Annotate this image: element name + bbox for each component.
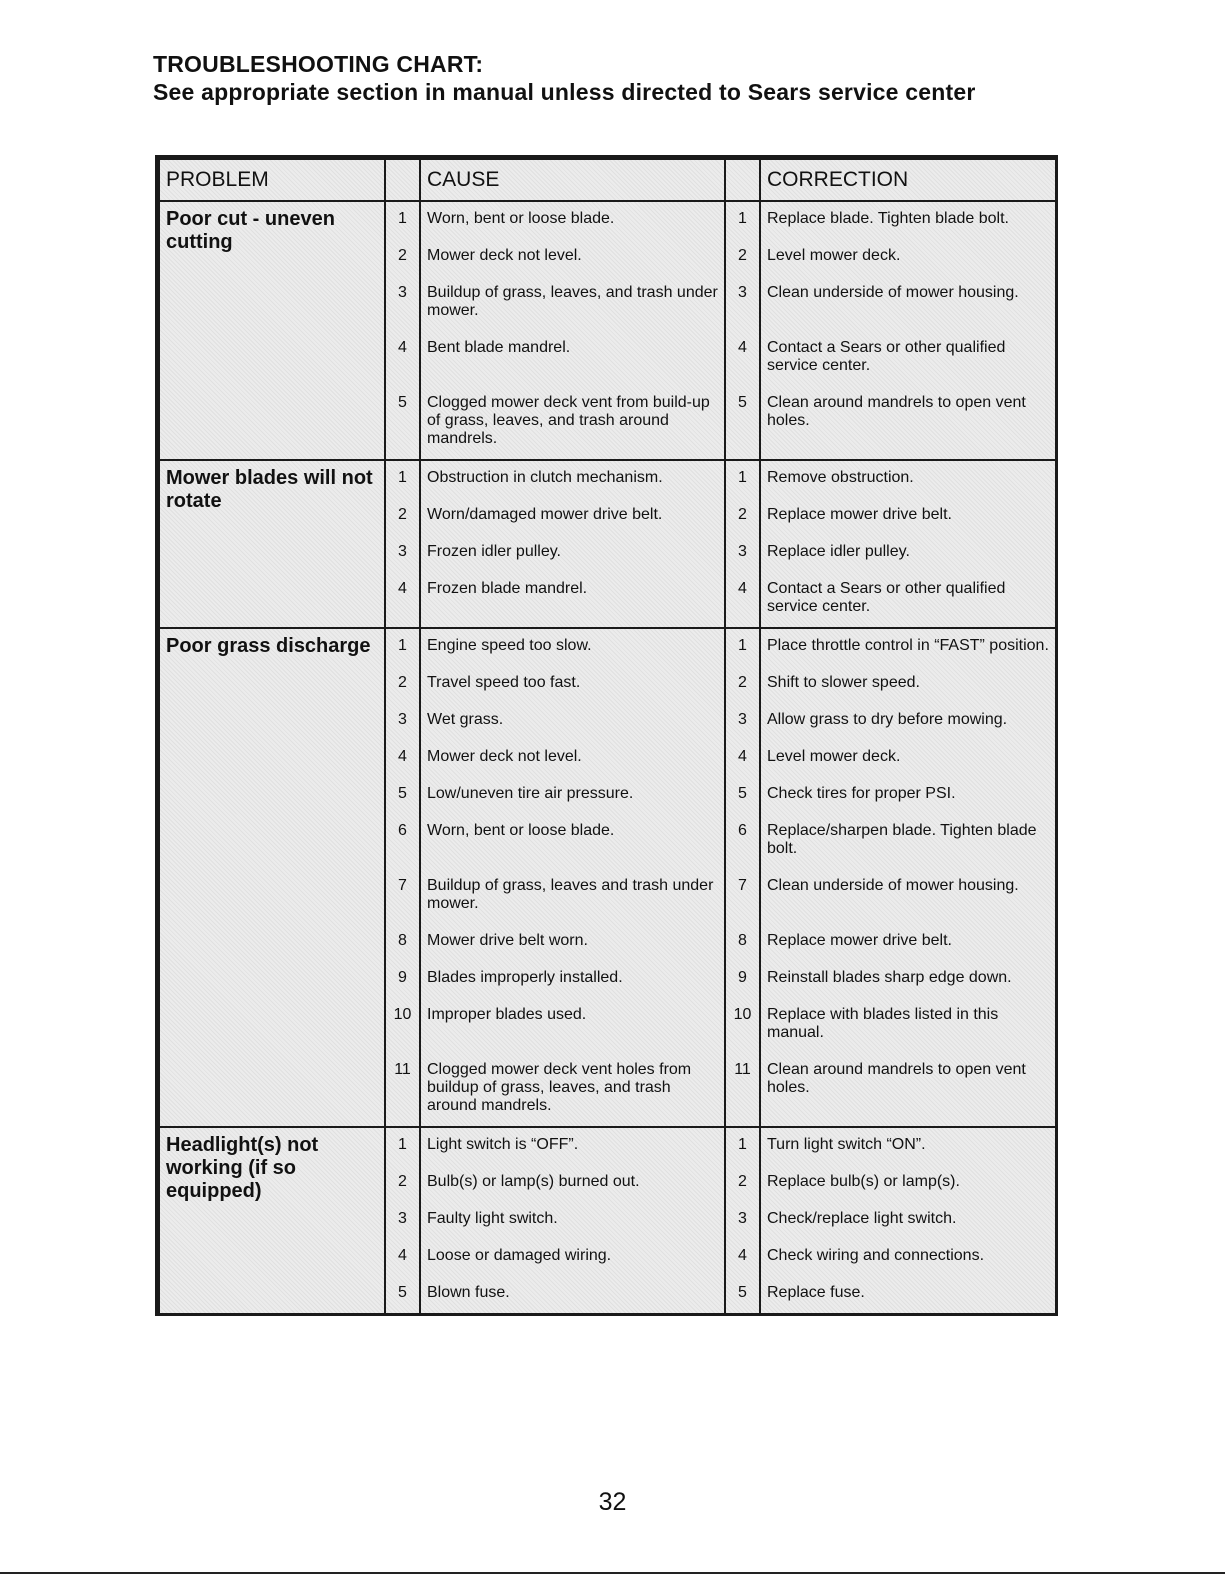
correction-number-cell: 8 xyxy=(725,924,760,961)
cause-cell: Worn, bent or loose blade. xyxy=(420,201,725,239)
correction-number-cell: 3 xyxy=(725,1202,760,1239)
page-heading xyxy=(153,50,975,106)
cause-number-cell: 3 xyxy=(385,276,420,331)
cause-number-cell: 2 xyxy=(385,666,420,703)
correction-number-cell: 5 xyxy=(725,1276,760,1313)
table-row xyxy=(159,201,1056,239)
cause-number-cell: 1 xyxy=(385,628,420,666)
cause-cell: Mower deck not level. xyxy=(420,239,725,276)
cause-number-cell: 4 xyxy=(385,1239,420,1276)
troubleshooting-table xyxy=(155,155,1058,1316)
cause-cell: Loose or damaged wiring. xyxy=(420,1239,725,1276)
problem-cell: Mower blades will not rotate xyxy=(159,460,385,628)
page-number: 32 xyxy=(598,1488,627,1516)
correction-number-cell: 6 xyxy=(725,814,760,869)
cause-number-cell: 4 xyxy=(385,331,420,386)
problem-cell: Poor cut - uneven cutting xyxy=(159,201,385,460)
correction-number-cell: 2 xyxy=(725,666,760,703)
correction-cell: Replace mower drive belt. xyxy=(760,924,1056,961)
cause-cell: Frozen blade mandrel. xyxy=(420,572,725,628)
cause-number-cell: 11 xyxy=(385,1053,420,1127)
cause-number-cell: 3 xyxy=(385,703,420,740)
correction-number-cell: 10 xyxy=(725,998,760,1053)
cause-number-cell: 7 xyxy=(385,869,420,924)
cause-cell: Clogged mower deck vent from build-up of grass, leaves, and trash around mandrels. xyxy=(420,386,725,460)
cause-cell: Obstruction in clutch mechanism. xyxy=(420,460,725,498)
correction-cell: Check wiring and connections. xyxy=(760,1239,1056,1276)
cause-cell: Wet grass. xyxy=(420,703,725,740)
correction-cell: Shift to slower speed. xyxy=(760,666,1056,703)
table-row xyxy=(159,628,1056,666)
cause-number-cell: 6 xyxy=(385,814,420,869)
correction-number-cell: 2 xyxy=(725,1165,760,1202)
correction-cell: Reinstall blades sharp edge down. xyxy=(760,961,1056,998)
problem-cell: Poor grass discharge xyxy=(159,628,385,1127)
correction-number-cell: 1 xyxy=(725,1127,760,1165)
cause-cell: Light switch is “OFF”. xyxy=(420,1127,725,1165)
cause-cell: Bulb(s) or lamp(s) burned out. xyxy=(420,1165,725,1202)
correction-cell: Clean underside of mower housing. xyxy=(760,276,1056,331)
correction-cell: Level mower deck. xyxy=(760,239,1056,276)
correction-number-cell: 1 xyxy=(725,201,760,239)
correction-number-cell: 2 xyxy=(725,498,760,535)
correction-number-cell: 5 xyxy=(725,777,760,814)
cause-cell: Clogged mower deck vent holes from buildup of grass, leaves, and trash around mandrels. xyxy=(420,1053,725,1127)
cause-number-cell: 2 xyxy=(385,239,420,276)
correction-cell: Replace blade. Tighten blade bolt. xyxy=(760,201,1056,239)
cause-number-cell: 5 xyxy=(385,1276,420,1313)
cause-header: CAUSE xyxy=(420,159,725,201)
correction-number-cell: 4 xyxy=(725,740,760,777)
correction-cell: Clean around mandrels to open vent holes. xyxy=(760,1053,1056,1127)
correction-header: CORRECTION xyxy=(760,159,1056,201)
problem-cell: Headlight(s) not working (if so equipped) xyxy=(159,1127,385,1313)
correction-number-cell: 4 xyxy=(725,572,760,628)
cause-number-cell: 2 xyxy=(385,498,420,535)
cause-cell: Buildup of grass, leaves and trash under mower. xyxy=(420,869,725,924)
correction-cell: Replace fuse. xyxy=(760,1276,1056,1313)
correction-number-cell: 9 xyxy=(725,961,760,998)
cause-cell: Worn/damaged mower drive belt. xyxy=(420,498,725,535)
cause-cell: Blown fuse. xyxy=(420,1276,725,1313)
cause-number-cell: 1 xyxy=(385,201,420,239)
table-body xyxy=(159,201,1056,1313)
correction-cell: Replace mower drive belt. xyxy=(760,498,1056,535)
cause-number-cell: 4 xyxy=(385,740,420,777)
correction-cell: Allow grass to dry before mowing. xyxy=(760,703,1056,740)
correction-cell: Place throttle control in “FAST” position. xyxy=(760,628,1056,666)
chart-title: TROUBLESHOOTING CHART: xyxy=(153,51,484,77)
correction-cell: Replace bulb(s) or lamp(s). xyxy=(760,1165,1056,1202)
cause-number-cell: 5 xyxy=(385,777,420,814)
correction-cell: Clean around mandrels to open vent holes. xyxy=(760,386,1056,460)
correction-number-header xyxy=(725,159,760,201)
correction-number-cell: 4 xyxy=(725,331,760,386)
cause-number-cell: 10 xyxy=(385,998,420,1053)
chart-subtitle: See appropriate section in manual unless directed to Sears service center xyxy=(153,79,976,105)
correction-number-cell: 11 xyxy=(725,1053,760,1127)
correction-cell: Clean underside of mower housing. xyxy=(760,869,1056,924)
correction-cell: Replace with blades listed in this manual. xyxy=(760,998,1056,1053)
cause-cell: Frozen idler pulley. xyxy=(420,535,725,572)
problem-header: PROBLEM xyxy=(159,159,385,201)
cause-number-cell: 1 xyxy=(385,460,420,498)
page-bottom-rule xyxy=(0,1572,1225,1574)
cause-number-cell: 2 xyxy=(385,1165,420,1202)
correction-cell: Turn light switch “ON”. xyxy=(760,1127,1056,1165)
cause-cell: Travel speed too fast. xyxy=(420,666,725,703)
cause-number-header xyxy=(385,159,420,201)
correction-number-cell: 1 xyxy=(725,460,760,498)
cause-number-cell: 5 xyxy=(385,386,420,460)
cause-cell: Improper blades used. xyxy=(420,998,725,1053)
cause-cell: Mower drive belt worn. xyxy=(420,924,725,961)
correction-number-cell: 4 xyxy=(725,1239,760,1276)
cause-number-cell: 8 xyxy=(385,924,420,961)
cause-cell: Faulty light switch. xyxy=(420,1202,725,1239)
correction-cell: Replace idler pulley. xyxy=(760,535,1056,572)
cause-cell: Engine speed too slow. xyxy=(420,628,725,666)
cause-number-cell: 9 xyxy=(385,961,420,998)
table-row xyxy=(159,460,1056,498)
table-row xyxy=(159,1127,1056,1165)
cause-cell: Bent blade mandrel. xyxy=(420,331,725,386)
cause-number-cell: 1 xyxy=(385,1127,420,1165)
cause-cell: Worn, bent or loose blade. xyxy=(420,814,725,869)
correction-cell: Replace/sharpen blade. Tighten blade bolt. xyxy=(760,814,1056,869)
cause-number-cell: 4 xyxy=(385,572,420,628)
correction-number-cell: 1 xyxy=(725,628,760,666)
cause-cell: Mower deck not level. xyxy=(420,740,725,777)
cause-cell: Buildup of grass, leaves, and trash under mower. xyxy=(420,276,725,331)
cause-number-cell: 3 xyxy=(385,1202,420,1239)
correction-number-cell: 5 xyxy=(725,386,760,460)
table-header-row xyxy=(159,159,1056,201)
cause-cell: Blades improperly installed. xyxy=(420,961,725,998)
cause-number-cell: 3 xyxy=(385,535,420,572)
correction-cell: Level mower deck. xyxy=(760,740,1056,777)
correction-cell: Contact a Sears or other qualified service center. xyxy=(760,331,1056,386)
correction-number-cell: 3 xyxy=(725,535,760,572)
correction-cell: Remove obstruction. xyxy=(760,460,1056,498)
cause-cell: Low/uneven tire air pressure. xyxy=(420,777,725,814)
correction-number-cell: 3 xyxy=(725,703,760,740)
correction-number-cell: 3 xyxy=(725,276,760,331)
correction-number-cell: 2 xyxy=(725,239,760,276)
correction-cell: Check tires for proper PSI. xyxy=(760,777,1056,814)
correction-cell: Contact a Sears or other qualified service center. xyxy=(760,572,1056,628)
correction-cell: Check/replace light switch. xyxy=(760,1202,1056,1239)
correction-number-cell: 7 xyxy=(725,869,760,924)
